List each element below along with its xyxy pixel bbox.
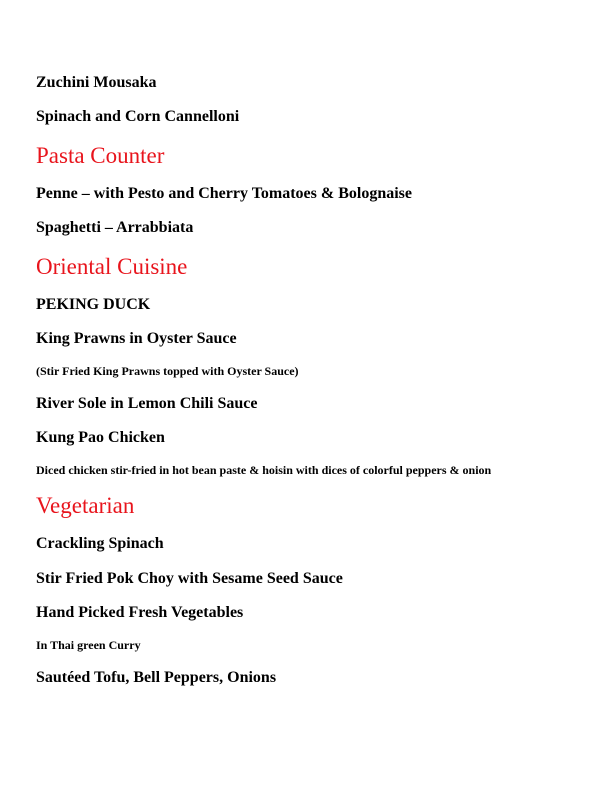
menu-item-sauteed-tofu: Sautéed Tofu, Bell Peppers, Onions	[36, 669, 277, 686]
menu-item-king-prawns: King Prawns in Oyster Sauce	[36, 330, 237, 347]
section-heading-pasta-counter: Pasta Counter	[36, 143, 165, 168]
menu-item-penne: Penne – with Pesto and Cherry Tomatoes & Bolognaise	[36, 185, 412, 202]
menu-item-kung-pao-chicken: Kung Pao Chicken	[36, 429, 165, 446]
menu-item-zuchini-mousaka: Zuchini Mousaka	[36, 74, 157, 91]
menu-item-spaghetti: Spaghetti – Arrabbiata	[36, 219, 194, 236]
menu-item-note-fresh-vegetables: In Thai green Curry	[36, 638, 141, 652]
menu-item-spinach-corn-cannelloni: Spinach and Corn Cannelloni	[36, 108, 240, 125]
section-heading-oriental-cuisine: Oriental Cuisine	[36, 254, 188, 279]
menu-item-pok-choy: Stir Fried Pok Choy with Sesame Seed Sauce	[36, 570, 343, 587]
menu-item-crackling-spinach: Crackling Spinach	[36, 535, 164, 552]
menu-item-peking-duck: PEKING DUCK	[36, 296, 151, 313]
menu-item-note-kung-pao-chicken: Diced chicken stir-fried in hot bean paste & hoisin with dices of colorful peppers & onion	[36, 463, 492, 477]
menu-item-note-king-prawns: (Stir Fried King Prawns topped with Oyster Sauce)	[36, 364, 299, 378]
menu-item-river-sole: River Sole in Lemon Chili Sauce	[36, 395, 258, 412]
menu-item-fresh-vegetables: Hand Picked Fresh Vegetables	[36, 604, 244, 621]
section-heading-vegetarian: Vegetarian	[36, 493, 135, 518]
